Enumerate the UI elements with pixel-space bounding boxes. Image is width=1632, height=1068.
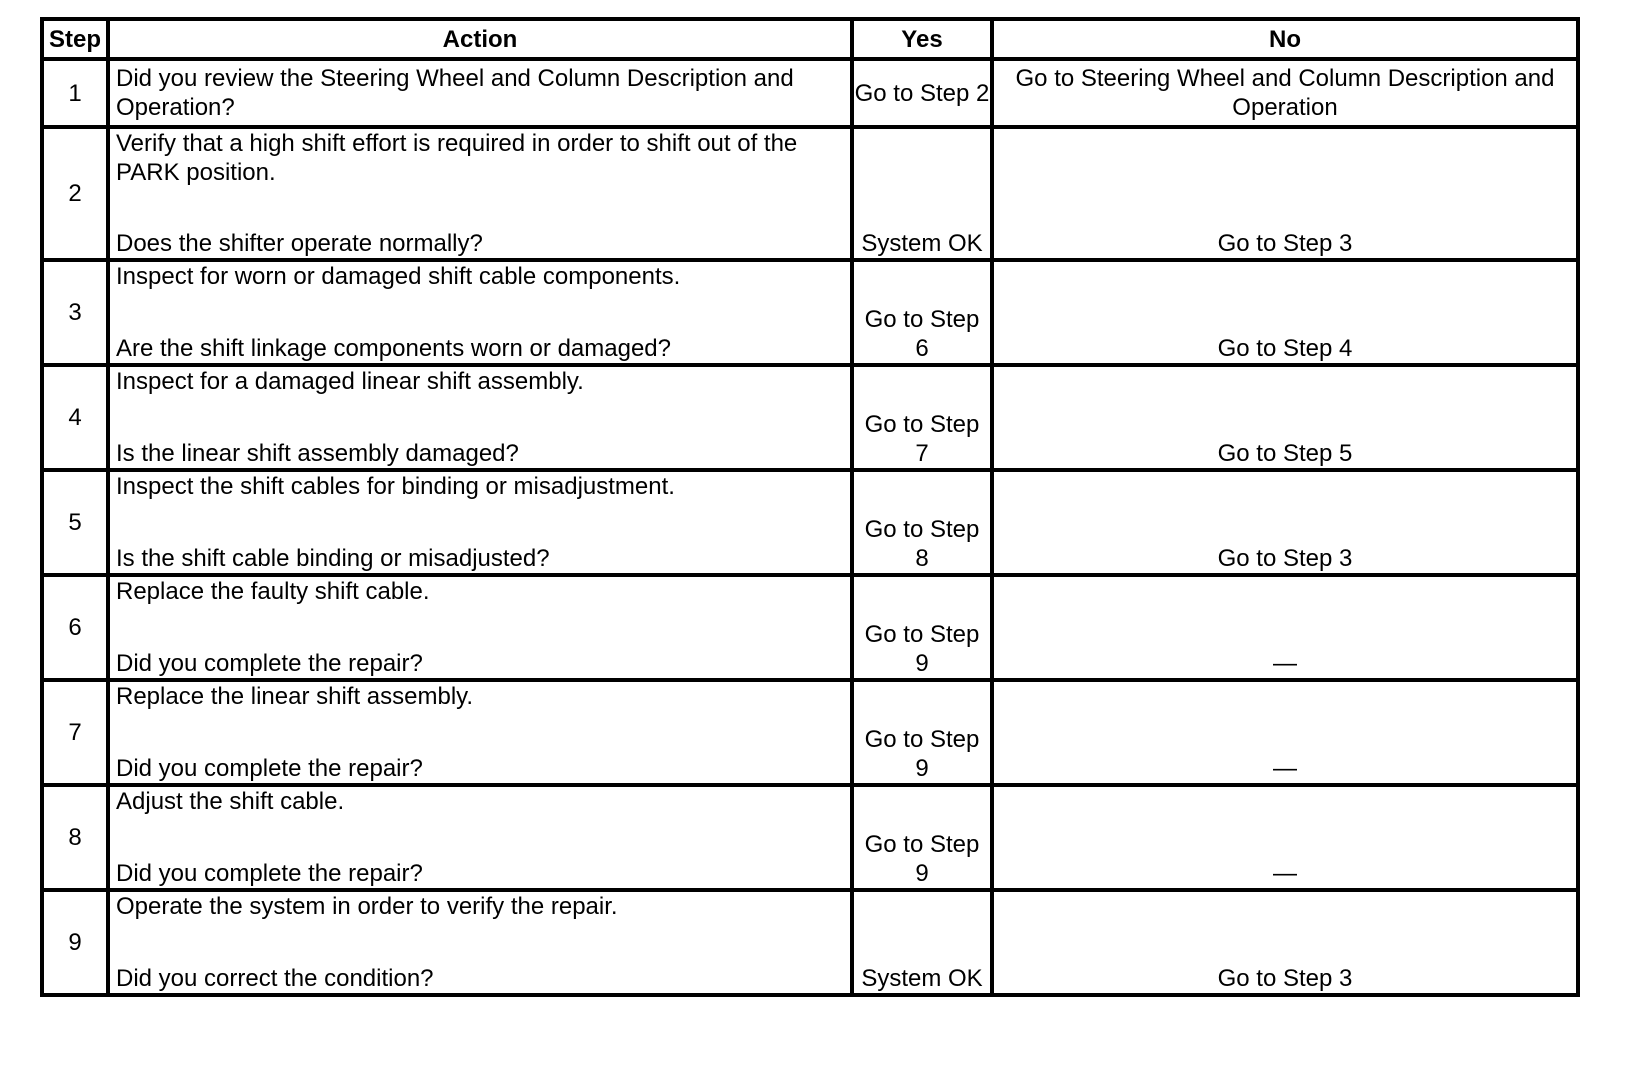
yes-text: Go to Step 6 (864, 306, 980, 362)
header-action: Action (108, 19, 852, 59)
action-instruction: Inspect the shift cables for binding or misadjustment. (116, 473, 675, 500)
header-step: Step (42, 19, 108, 59)
yes-cell (852, 260, 992, 365)
action-cell (108, 365, 852, 470)
no-cell: Go to Step 5 (992, 365, 1578, 470)
action-question: Did you correct the condition? (116, 965, 434, 992)
header-row (42, 19, 1578, 59)
yes-text: Go to Step 9 (864, 726, 980, 782)
table-body (42, 59, 1578, 995)
step-number: 2 (42, 127, 108, 260)
yes-cell: System OK (852, 127, 992, 260)
step-number: 6 (42, 575, 108, 680)
action-cell (108, 260, 852, 365)
yes-cell (852, 470, 992, 575)
no-cell: — (992, 575, 1578, 680)
yes-text: Go to Step 9 (864, 831, 980, 887)
table-row (42, 365, 1578, 470)
action-question: Are the shift linkage components worn or damaged? (116, 335, 671, 362)
action-instruction: Operate the system in order to verify the repair. (116, 893, 618, 920)
step-number: 9 (42, 890, 108, 995)
action-instruction: Replace the faulty shift cable. (116, 578, 430, 605)
table-row (42, 575, 1578, 680)
no-cell: — (992, 680, 1578, 785)
no-cell: Go to Steering Wheel and Column Description and Operation (992, 59, 1578, 127)
step-number: 8 (42, 785, 108, 890)
action-question: Did you complete the repair? (116, 755, 423, 782)
no-cell: Go to Step 4 (992, 260, 1578, 365)
action-cell (108, 59, 852, 127)
action-cell (108, 575, 852, 680)
yes-text: Go to Step 8 (864, 516, 980, 572)
action-question: Did you complete the repair? (116, 650, 423, 677)
header-yes: Yes (852, 19, 992, 59)
no-cell: Go to Step 3 (992, 470, 1578, 575)
action-question: Does the shifter operate normally? (116, 230, 483, 257)
yes-cell (852, 365, 992, 470)
action-cell (108, 470, 852, 575)
header-no: No (992, 19, 1578, 59)
action-instruction: Inspect for a damaged linear shift assembly. (116, 368, 584, 395)
action-instruction: Adjust the shift cable. (116, 788, 345, 815)
step-number: 3 (42, 260, 108, 365)
action-question: Is the shift cable binding or misadjusted? (116, 545, 550, 572)
action-instruction: Inspect for worn or damaged shift cable components. (116, 263, 681, 290)
step-number: 1 (42, 59, 108, 127)
action-cell (108, 785, 852, 890)
diagnostic-table (40, 17, 1580, 997)
action-cell (108, 127, 852, 260)
action-cell (108, 890, 852, 995)
table-row (42, 680, 1578, 785)
yes-cell (852, 785, 992, 890)
no-cell: — (992, 785, 1578, 890)
table-row (42, 470, 1578, 575)
action-question: Is the linear shift assembly damaged? (116, 440, 519, 467)
yes-cell: System OK (852, 890, 992, 995)
action-instruction: Did you review the Steering Wheel and Column Description and Operation? (116, 65, 794, 121)
step-number: 5 (42, 470, 108, 575)
yes-cell (852, 680, 992, 785)
table-row (42, 260, 1578, 365)
yes-cell: Go to Step 2 (852, 59, 992, 127)
table-row (42, 59, 1578, 127)
action-instruction: Verify that a high shift effort is required in order to shift out of the PARK position. (116, 130, 798, 186)
table-row (42, 127, 1578, 260)
action-cell (108, 680, 852, 785)
yes-text: Go to Step 7 (864, 411, 980, 467)
yes-cell (852, 575, 992, 680)
action-question: Did you complete the repair? (116, 860, 423, 887)
no-cell: Go to Step 3 (992, 890, 1578, 995)
table-row (42, 785, 1578, 890)
action-instruction: Replace the linear shift assembly. (116, 683, 474, 710)
yes-text: Go to Step 9 (864, 621, 980, 677)
table-row (42, 890, 1578, 995)
step-number: 4 (42, 365, 108, 470)
no-cell: Go to Step 3 (992, 127, 1578, 260)
step-number: 7 (42, 680, 108, 785)
